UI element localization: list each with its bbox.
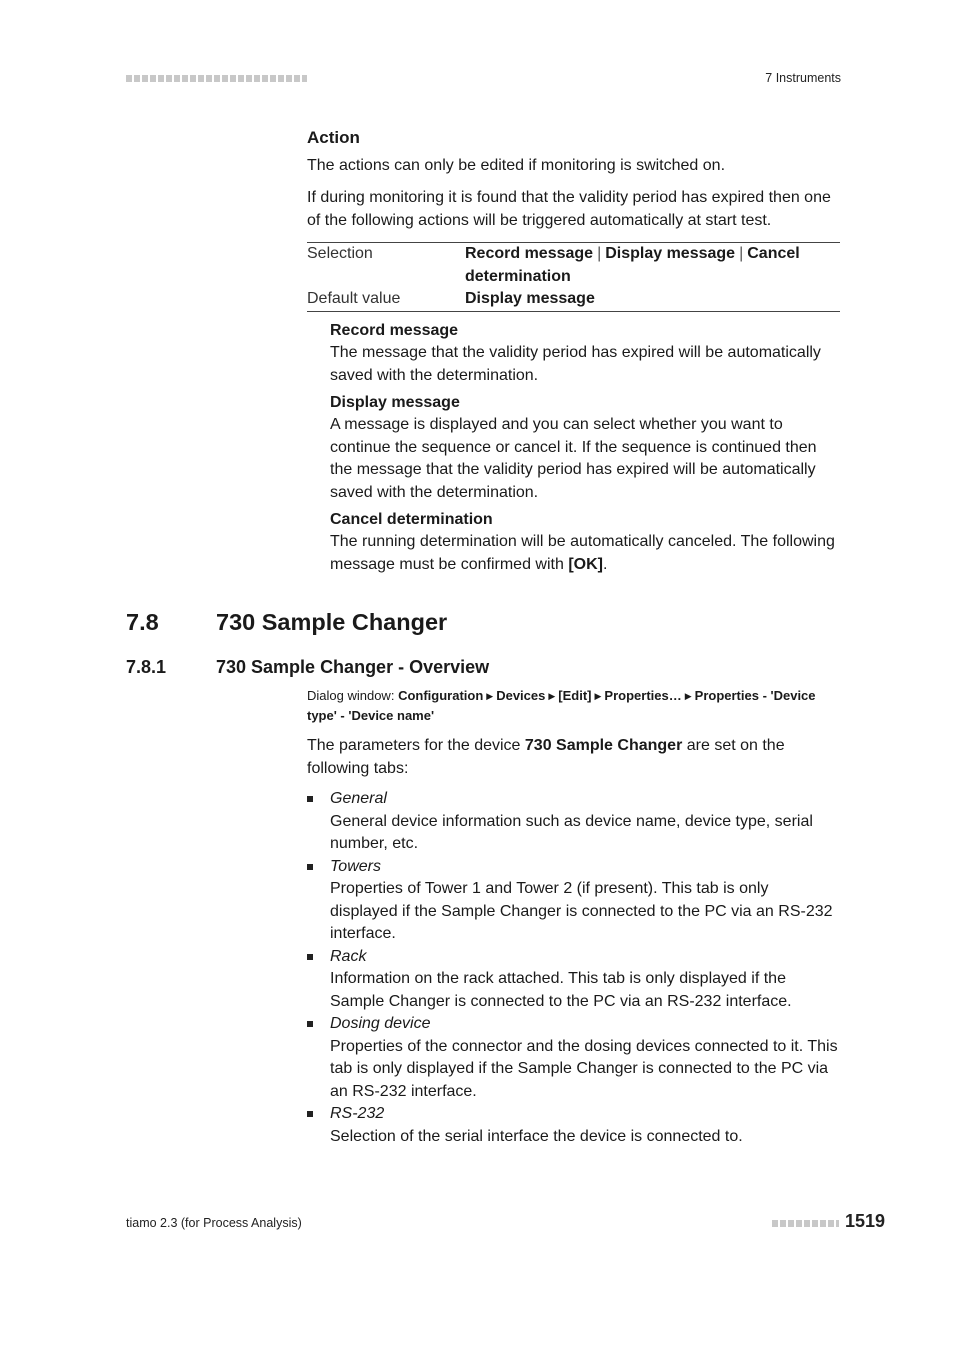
dialog-label: Dialog window: [307,688,395,703]
intro-post: are set on the following tabs: [307,737,785,777]
record-message-text: The message that the validity period has expired will be automatically saved with the determination. [330,344,821,384]
option-separator: | [739,245,744,262]
tab-name: Towers [330,857,381,875]
action-para-1: The actions can only be edited if monitoring is switched on. [307,157,726,174]
selection-options [465,243,840,288]
section-title: 730 Sample Changer [216,609,448,635]
path-arrow-icon: ▶ [684,691,692,701]
selection-label: Selection [307,245,373,262]
section-number: 7.8 [126,609,159,635]
path-arrow-icon: ▶ [486,691,494,701]
path-step: [Edit] [558,688,592,703]
ok-button-ref: [OK] [568,555,603,573]
display-message-text: A message is displayed and you can select whether you want to continue the sequence or cancel it. If the sequence is continued then the message that the validity period has expired will be automatically saved with the determination. [330,416,817,501]
action-para-2: If during monitoring it is found that the validity period has expired then one of the following actions will be triggered automatically at start test. [307,189,831,229]
tabs-list [307,788,840,1148]
tab-description: General device information such as device name, device type, serial number, etc. [330,812,813,852]
cancel-text: The running determination will be automatically canceled. The following message must be confirmed with [330,533,835,573]
bullet-icon [307,1111,313,1117]
path-arrow-icon: ▶ [594,691,602,701]
option-cancel: Cancel determination [465,245,800,285]
tab-description: Properties of Tower 1 and Tower 2 (if present). This tab is only displayed if the Sample Changer is connected to the PC via an RS-232 interface. [330,880,833,942]
tab-description: Selection of the serial interface the device is connected to. [330,1127,743,1145]
cancel-text-end: . [602,555,608,573]
parameter-table [307,242,840,312]
default-value: Display message [465,290,595,307]
bullet-icon [307,864,313,870]
list-item [307,856,840,946]
bullet-icon [307,796,313,802]
option-separator: | [597,245,602,262]
chapter-header: 7 Instruments [765,71,841,85]
list-item [307,1013,840,1103]
tab-name: Dosing device [330,1015,431,1032]
list-item [307,1103,840,1148]
default-row [307,288,840,311]
tab-name: Rack [330,947,367,965]
record-message-title: Record message [330,322,459,339]
page-number: 1519 [845,1211,886,1231]
path-step: Properties… [604,688,682,703]
dialog-path [307,686,840,725]
tab-description: Information on the rack attached. This tab is only displayed if the Sample Changer is connected to the PC via an RS-232 interface. [330,970,792,1010]
footer-product: tiamo 2.3 (for Process Analysis) [126,1216,302,1230]
path-step: Devices [496,688,546,703]
default-label: Default value [307,290,401,307]
display-message-title: Display message [330,394,460,411]
tab-name: RS-232 [330,1105,385,1122]
subsection-number: 7.8.1 [126,657,167,677]
path-step: Configuration [398,688,484,703]
device-name: 730 Sample Changer [524,737,683,754]
intro-paragraph [307,735,840,780]
path-step: Properties - 'Device type' - 'Device name' [307,688,816,723]
action-heading: Action [307,128,360,147]
tab-name: General [330,790,387,807]
header-decoration [126,75,307,82]
path-arrow-icon: ▶ [548,691,556,701]
option-record: Record message [465,245,594,262]
cancel-determination-title: Cancel determination [330,511,493,528]
tab-description: Properties of the connector and the dosing devices connected to it. This tab is only displayed if the Sample Changer is connected to the PC via an RS-232 interface. [330,1037,838,1100]
cancel-determination-text [330,531,840,576]
option-display: Display message [605,245,736,262]
bullet-icon [307,954,313,960]
intro-pre: The parameters for the device [307,737,525,754]
list-item [307,788,840,856]
footer-decoration [772,1220,839,1227]
bullet-icon [307,1021,313,1027]
subsection-title: 730 Sample Changer - Overview [216,657,490,677]
selection-row [307,243,840,288]
list-item [307,946,840,1014]
